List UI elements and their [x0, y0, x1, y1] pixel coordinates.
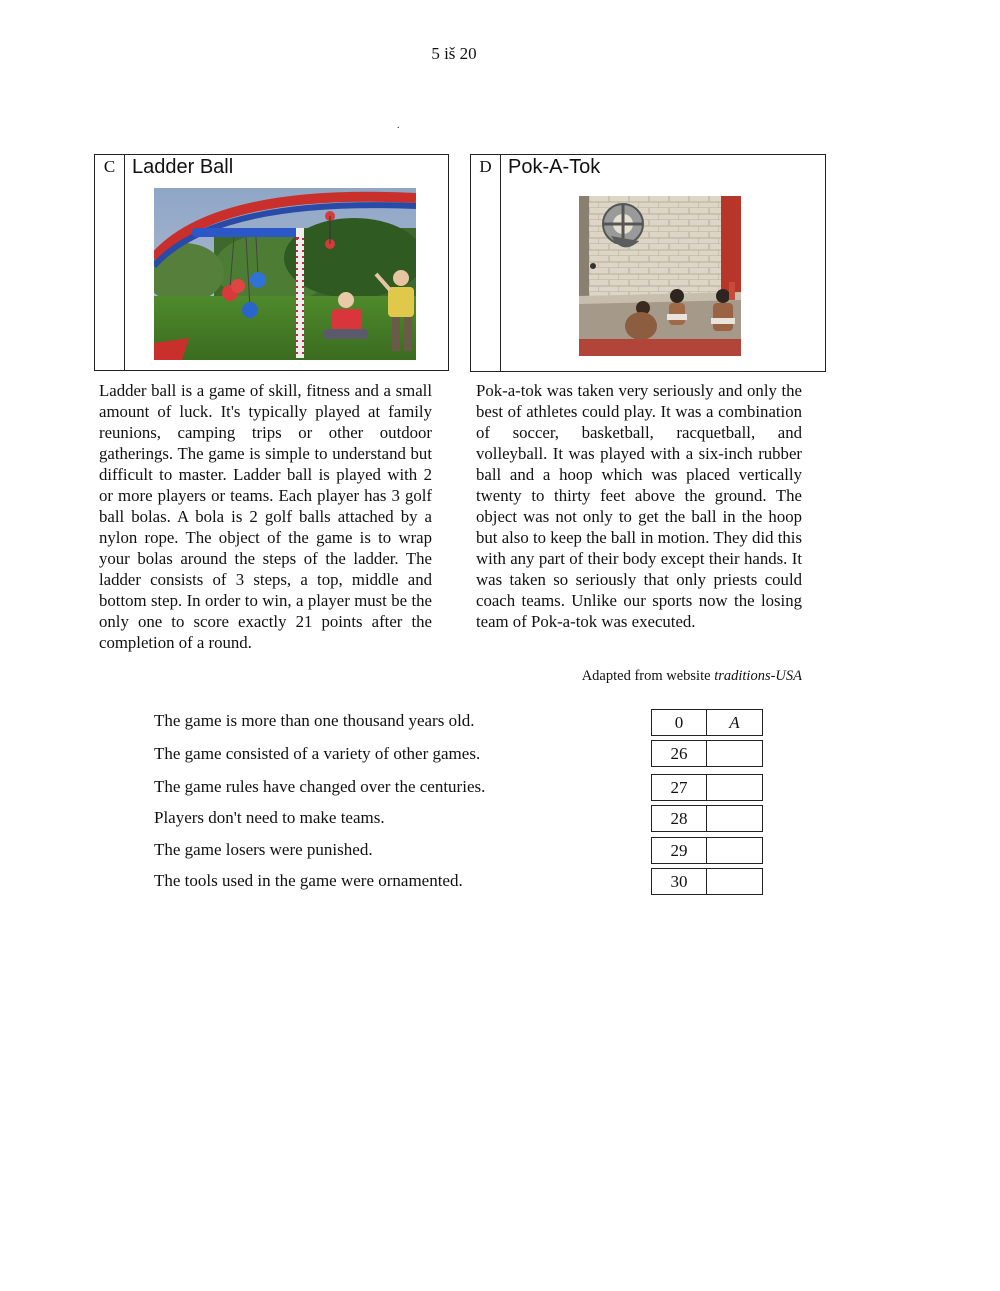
- question-number: 26: [652, 741, 707, 766]
- stray-dot: .: [397, 120, 400, 131]
- answer-box-28: [651, 805, 763, 832]
- text-letter-c: C: [103, 157, 116, 176]
- answer-field[interactable]: [707, 869, 762, 894]
- answer-value: A: [729, 713, 740, 732]
- question-number: 27: [652, 775, 707, 800]
- question-number: 0: [652, 710, 707, 735]
- letter-column: [95, 155, 125, 370]
- answer-box-26: [651, 740, 763, 767]
- answer-field[interactable]: [707, 806, 762, 831]
- text-title-ladder-ball: Ladder Ball: [132, 156, 234, 178]
- answer-box-29: [651, 837, 763, 864]
- text-title-pok-a-tok: Pok-A-Tok: [508, 156, 601, 178]
- question-statement: The game is more than one thousand years old.: [154, 711, 475, 730]
- question-number: 30: [652, 869, 707, 894]
- question-number: 28: [652, 806, 707, 831]
- text-d-box: [470, 154, 826, 372]
- answer-box-27: [651, 774, 763, 801]
- answer-box-example: [651, 709, 763, 736]
- text-d-body: Pok-a-tok was taken very seriously and only the best of athletes could play. It was a combination of soccer, basketball, racquetball, and volleyball. It was played with a six-inch rubber ball and a hoop which was placed vertically twenty to thirty feet above the ground. The object was not only to get the ball in the hoop but also to keep the ball in motion. They did this with any part of their body except their hands. It was taken so seriously that only priests could coach teams. Unlike our sports now the losing team of Pok-a-tok was executed.: [476, 381, 802, 631]
- answer-box-30: [651, 868, 763, 895]
- text-letter-d: D: [479, 157, 492, 176]
- ladder-ball-photo: [154, 188, 416, 360]
- credit-site: traditions-USA: [714, 668, 802, 684]
- question-number: 29: [652, 838, 707, 863]
- source-credit: [470, 668, 802, 685]
- page-number: 5 iš 20: [431, 44, 477, 63]
- answer-field[interactable]: [707, 775, 762, 800]
- text-c-body: Ladder ball is a game of skill, fitness and a small amount of luck. It's typically played at family reunions, camping trips or other outdoor gatherings. The game is simple to understand but difficult to master. Ladder ball is played with 2 or more players or teams. Each player has 3 golf ball bolas. A bola is 2 golf balls attached by a nylon rope. The object of the game is to wrap your bolas around the steps of the ladder. The ladder consists of 3 steps, a top, middle and bottom step. In order to win, a player must be the only one to score exactly 21 points after the completion of a round.: [99, 381, 432, 652]
- question-statement: Players don't need to make teams.: [154, 808, 385, 827]
- answer-field[interactable]: [707, 838, 762, 863]
- question-statement: The game consisted of a variety of other games.: [154, 744, 481, 763]
- question-statement: The game rules have changed over the centuries.: [154, 777, 486, 796]
- question-statement: The tools used in the game were ornamented.: [154, 871, 463, 890]
- answer-field[interactable]: [707, 741, 762, 766]
- credit-prefix: Adapted from website: [581, 668, 715, 684]
- pok-a-tok-photo: [579, 196, 741, 356]
- letter-column: [471, 155, 501, 371]
- text-c-box: [94, 154, 449, 371]
- question-statement: The game losers were punished.: [154, 840, 373, 859]
